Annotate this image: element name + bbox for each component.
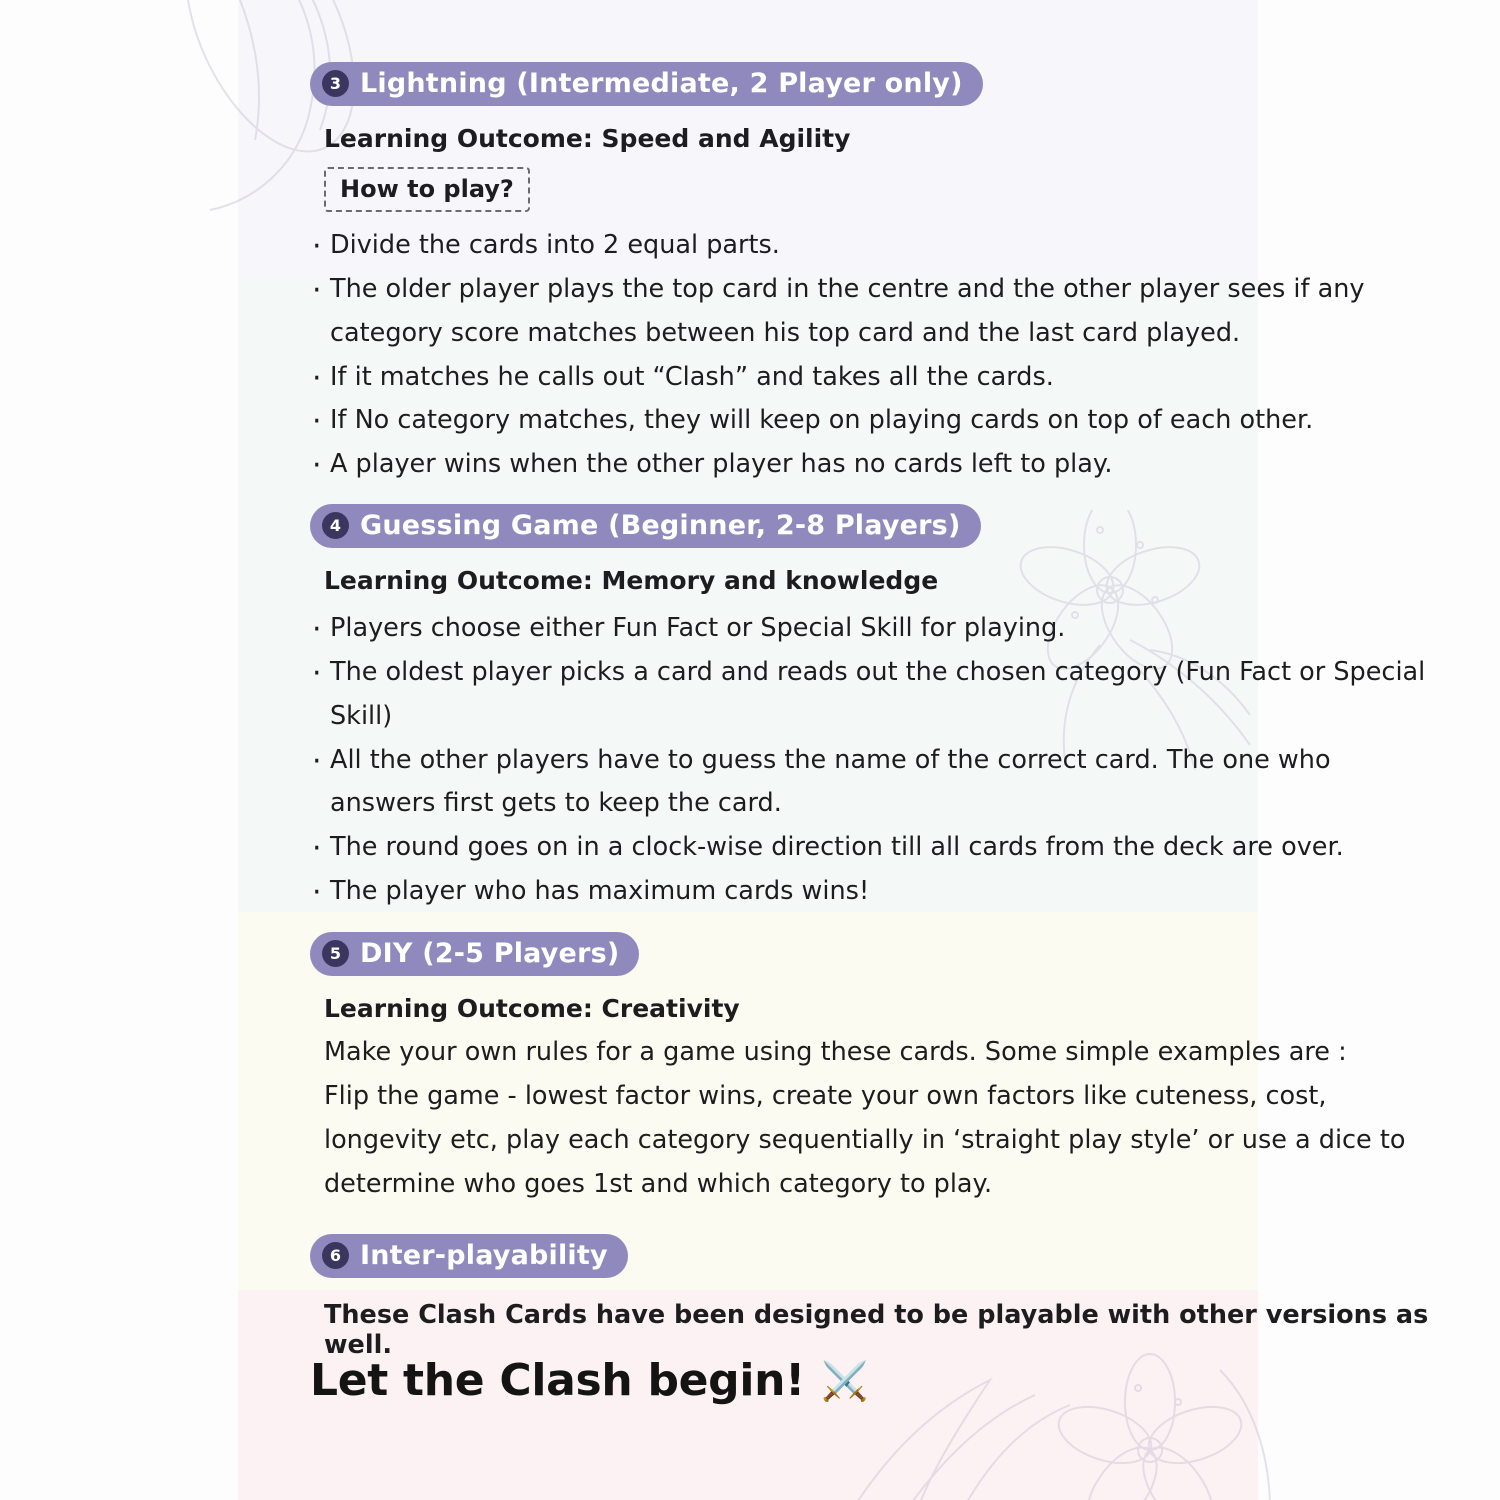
section-5-paragraph-1: Make your own rules for a game using these cards. Some simple examples are : (324, 1037, 1347, 1067)
closing-text: Let the Clash begin! (310, 1355, 805, 1406)
list-item: · The older player plays the top card in the centre and the other player sees if any category score matches between his top card and the last card played. (310, 268, 1440, 356)
section-6-badge (310, 1234, 628, 1278)
section-diy (310, 932, 1440, 1206)
section-4-learning-outcome: Learning Outcome: Memory and knowledge (324, 566, 939, 595)
list-item: · If it matches he calls out “Clash” and takes all the cards. (310, 356, 1440, 400)
section-4-title: Guessing Game (Beginner, 2-8 Players) (360, 510, 961, 541)
closing-line (310, 1355, 868, 1406)
list-item: · The player who has maximum cards wins! (310, 870, 1440, 914)
crossed-swords-icon: ⚔️ (820, 1358, 868, 1403)
section-4-number: 4 (322, 512, 349, 539)
list-item: · If No category matches, they will keep on playing cards on top of each other. (310, 399, 1440, 443)
section-4-badge (310, 504, 981, 548)
section-3-rules-list (310, 224, 1440, 487)
section-5-number: 5 (322, 940, 349, 967)
section-3-learning-outcome: Learning Outcome: Speed and Agility (324, 124, 851, 153)
section-5-learning-outcome: Learning Outcome: Creativity (324, 994, 740, 1023)
section-guessing-game (310, 504, 1440, 914)
section-5-title: DIY (2-5 Players) (360, 938, 620, 969)
list-item: · All the other players have to guess the name of the correct card. The one who answers first gets to keep the card. (310, 739, 1440, 827)
section-4-rules-list (310, 607, 1440, 914)
section-6-title: Inter-playability (360, 1240, 608, 1271)
section-3-badge (310, 62, 983, 106)
section-5-paragraph-2: Flip the game - lowest factor wins, create your own factors like cuteness, cost, longevity etc, play each category sequentially in ‘straight play style’ or use a dice to determine who goes 1st and which category to play. (324, 1080, 1406, 1199)
list-item: · A player wins when the other player has no cards left to play. (310, 443, 1440, 487)
section-6-number: 6 (322, 1242, 349, 1269)
section-6-statement: These Clash Cards have been designed to be playable with other versions as well. (324, 1300, 1429, 1360)
list-item: · Divide the cards into 2 equal parts. (310, 224, 1440, 268)
list-item: · The round goes on in a clock-wise direction till all cards from the deck are over. (310, 826, 1440, 870)
section-5-badge (310, 932, 639, 976)
section-inter-playability (310, 1234, 1440, 1360)
section-lightning (310, 62, 1440, 487)
section-3-title: Lightning (Intermediate, 2 Player only) (360, 68, 963, 99)
section-3-number: 3 (322, 70, 349, 97)
section-3-how-to-play-label: How to play? (324, 167, 530, 212)
list-item: · The oldest player picks a card and reads out the chosen category (Fun Fact or Special Skill) (310, 651, 1440, 739)
list-item: · Players choose either Fun Fact or Special Skill for playing. (310, 607, 1440, 651)
